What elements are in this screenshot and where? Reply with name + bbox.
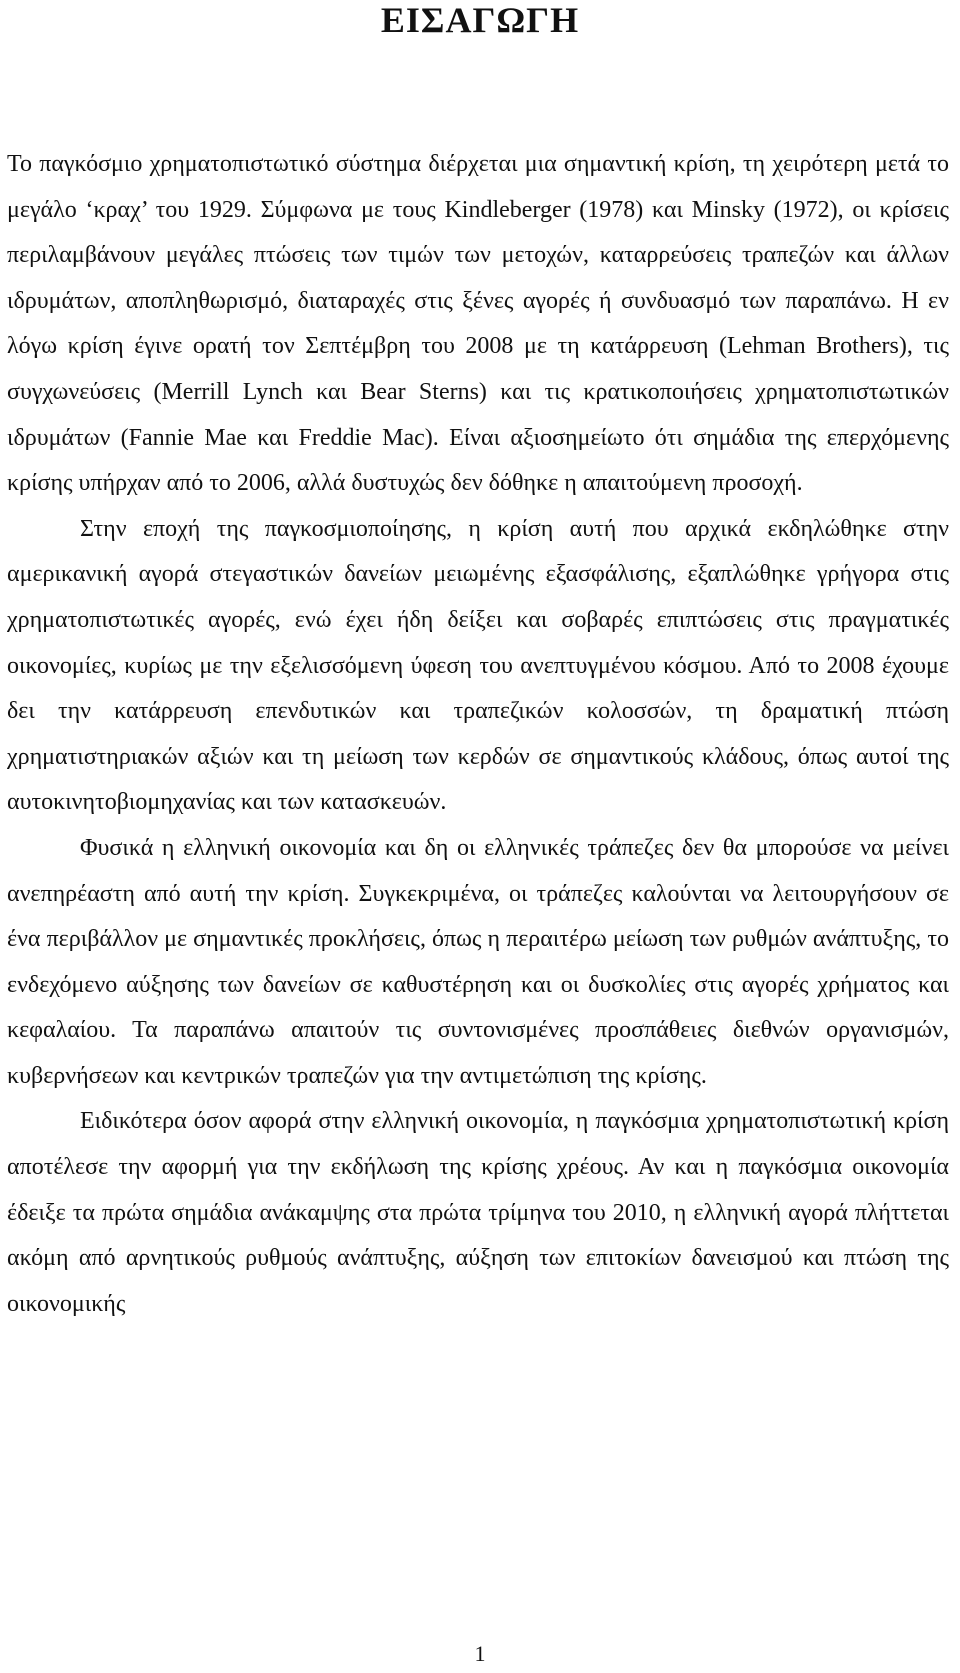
page-number: 1: [474, 1641, 486, 1666]
paragraph-1: Το παγκόσμιο χρηματοπιστωτικό σύστημα διέρχεται μια σημαντική κρίση, τη χειρότερη μετά το μεγάλο ‘κραχ’ του 1929. Σύμφωνα με τους Kindleberger (1978) και Minsky (1972), οι κρίσεις περιλαμβάνουν μεγάλες πτώσεις των τιμών των μετοχών, καταρρεύσεις τραπεζών και άλλων ιδρυμάτων, αποπληθωρισμό, διαταραχές στις ξένες αγορές ή συνδυασμό των παραπάνω. Η εν λόγω κρίση έγινε ορατή τον Σεπτέμβρη του 2008 με τη κατάρρευση (Lehman Brothers), τις συγχωνεύσεις (Merrill Lynch και Bear Sterns) και τις κρατικοποιήσεις χρηματοπιστωτικών ιδρυμάτων (Fannie Mae και Freddie Mac). Είναι αξιοσημείωτο ότι σημάδια της επερχόμενης κρίσης υπήρχαν από το 2006, αλλά δυστυχώς δεν δόθηκε η απαιτούμενη προσοχή.: [7, 151, 949, 497]
paragraph-4: Ειδικότερα όσον αφορά στην ελληνική οικονομία, η παγκόσμια χρηματοπιστωτική κρίση αποτέλεσε την αφορμή για την εκδήλωση της κρίσης χρέους. Αν και η παγκόσμια οικονομία έδειξε τα πρώτα σημάδια ανάκαμψης στα πρώτα τρίμηνα του 2010, η ελληνική αγορά πλήττεται ακόμη από αρνητικούς ρυθμούς ανάπτυξης, αύξηση των επιτοκίων δανεισμού και πτώση της οικονομικής: [7, 1108, 949, 1317]
paragraph-3: Φυσικά η ελληνική οικονομία και δη οι ελληνικές τράπεζες δεν θα μπορούσε να μείνει ανεπηρέαστη από αυτή την κρίση. Συγκεκριμένα, οι τράπεζες καλούνται να λειτουργήσουν σε ένα περιβάλλον με σημαντικές προκλήσεις, όπως η περαιτέρω μείωση των ρυθμών ανάπτυξης, το ενδεχόμενο αύξησης των δανείων σε καθυστέρηση και οι δυσκολίες στις αγορές χρήματος και κεφαλαίου. Τα παραπάνω απαιτούν τις συντονισμένες προσπάθειες διεθνών οργανισμών, κυβερνήσεων και κεντρικών τραπεζών για την αντιμετώπιση της κρίσης.: [7, 834, 949, 1089]
document-body: [7, 142, 949, 1327]
page-title: ΕΙΣΑΓΩΓΗ: [380, 0, 580, 40]
paragraph-2: Στην εποχή της παγκοσμιοποίησης, η κρίση αυτή που αρχικά εκδηλώθηκε στην αμερικανική αγορά στεγαστικών δανείων μειωμένης εξασφάλισης, εξαπλώθηκε γρήγορα στις χρηματοπιστωτικές αγορές, ενώ έχει ήδη δείξει και σοβαρές επιπτώσεις στις πραγματικές οικονομίες, κυρίως με την εξελισσόμενη ύφεση του ανεπτυγμένου κόσμου. Από το 2008 έχουμε δει την κατάρρευση επενδυτικών και τραπεζικών κολοσσών, τη δραματική πτώση χρηματιστηριακών αξιών και τη μείωση των κερδών σε σημαντικούς κλάδους, όπως αυτοί της αυτοκινητοβιομηχανίας και των κατασκευών.: [7, 515, 949, 816]
